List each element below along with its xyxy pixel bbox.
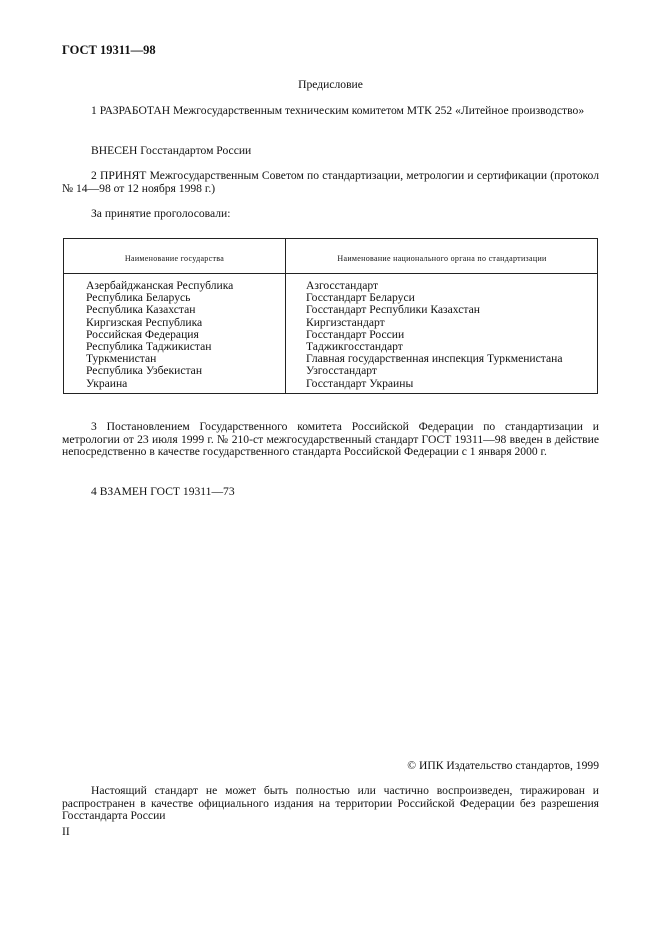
- table-cell: Таджикгосстандарт: [306, 339, 403, 353]
- table-cell: Украина: [86, 376, 128, 390]
- reproduction-notice: [62, 785, 599, 823]
- paragraph-text: 3 Постановлением Государственного комитета Российской Федерации по стандартизации и метрологии от 23 июля 1999 г. № 210-ст межгосударственный стандарт ГОСТ 19311—98 введен в действие непосредственно в качестве государственного стандарта Российской Федерации с 1 января 2000 г.: [62, 420, 599, 459]
- paragraph-text: За принятие проголосовали:: [91, 207, 231, 220]
- table-cell: Туркменистан: [86, 352, 157, 366]
- table-cell: Госстандарт Беларуси: [306, 291, 415, 305]
- table-cell: Республика Казахстан: [86, 303, 196, 317]
- paragraph-developed: [62, 105, 599, 118]
- table-cell: Азербайджанская Республика: [86, 279, 234, 292]
- table-cell: Узгосстандарт: [306, 364, 377, 378]
- paragraph-text: 1 РАЗРАБОТАН Межгосударственным техническим комитетом МТК 252 «Литейное производство»: [91, 104, 585, 117]
- paragraph-text: ВНЕСЕН Госстандартом России: [91, 144, 252, 157]
- paragraph-introduced: [62, 145, 599, 158]
- table-cell: Главная государственная инспекция Туркменистана: [306, 352, 563, 366]
- table-column-bodies: [306, 280, 562, 390]
- voting-table: [63, 238, 598, 394]
- table-header-national-body: Наименование национального органа по стандартизации: [337, 254, 547, 263]
- document-header: ГОСТ 19311—98: [62, 43, 156, 57]
- notice-text: Настоящий стандарт не может быть полностью или частично воспроизведен, тиражирован и распространен в качестве официального издания на территории Российской Федерации без разрешения Госстандарта России: [62, 784, 599, 823]
- table-cell: Киргизстандарт: [306, 315, 385, 329]
- table-cell: Госстандарт России: [306, 327, 405, 341]
- table-cell: Республика Таджикистан: [86, 339, 212, 353]
- copyright-notice: © ИПК Издательство стандартов, 1999: [407, 759, 599, 772]
- paragraph-resolution: [62, 421, 599, 459]
- table-cell: Госстандарт Украины: [306, 376, 414, 390]
- table-cell: Российская Федерация: [86, 327, 199, 341]
- table-cell: Азгосстандарт: [306, 279, 379, 292]
- table-cell: Республика Узбекистан: [86, 364, 203, 378]
- page-number: II: [62, 825, 70, 838]
- table-cell: Киргизская Республика: [86, 315, 203, 329]
- table-column-states: [86, 280, 233, 390]
- paragraph-replaces: [62, 486, 599, 499]
- paragraph-adopted: [62, 170, 599, 195]
- paragraph-text: 4 ВЗАМЕН ГОСТ 19311—73: [91, 485, 235, 498]
- table-cell: Госстандарт Республики Казахстан: [306, 303, 480, 317]
- preface-title: Предисловие: [298, 78, 363, 91]
- paragraph-voted: [62, 208, 599, 221]
- paragraph-text: 2 ПРИНЯТ Межгосударственным Советом по стандартизации, метрологии и сертификации (протокол № 14—98 от 12 ноября 1998 г.): [62, 169, 599, 195]
- table-header-state: Наименование государства: [124, 254, 225, 263]
- table-cell: Республика Беларусь: [86, 291, 191, 305]
- table-header-divider: [64, 273, 597, 274]
